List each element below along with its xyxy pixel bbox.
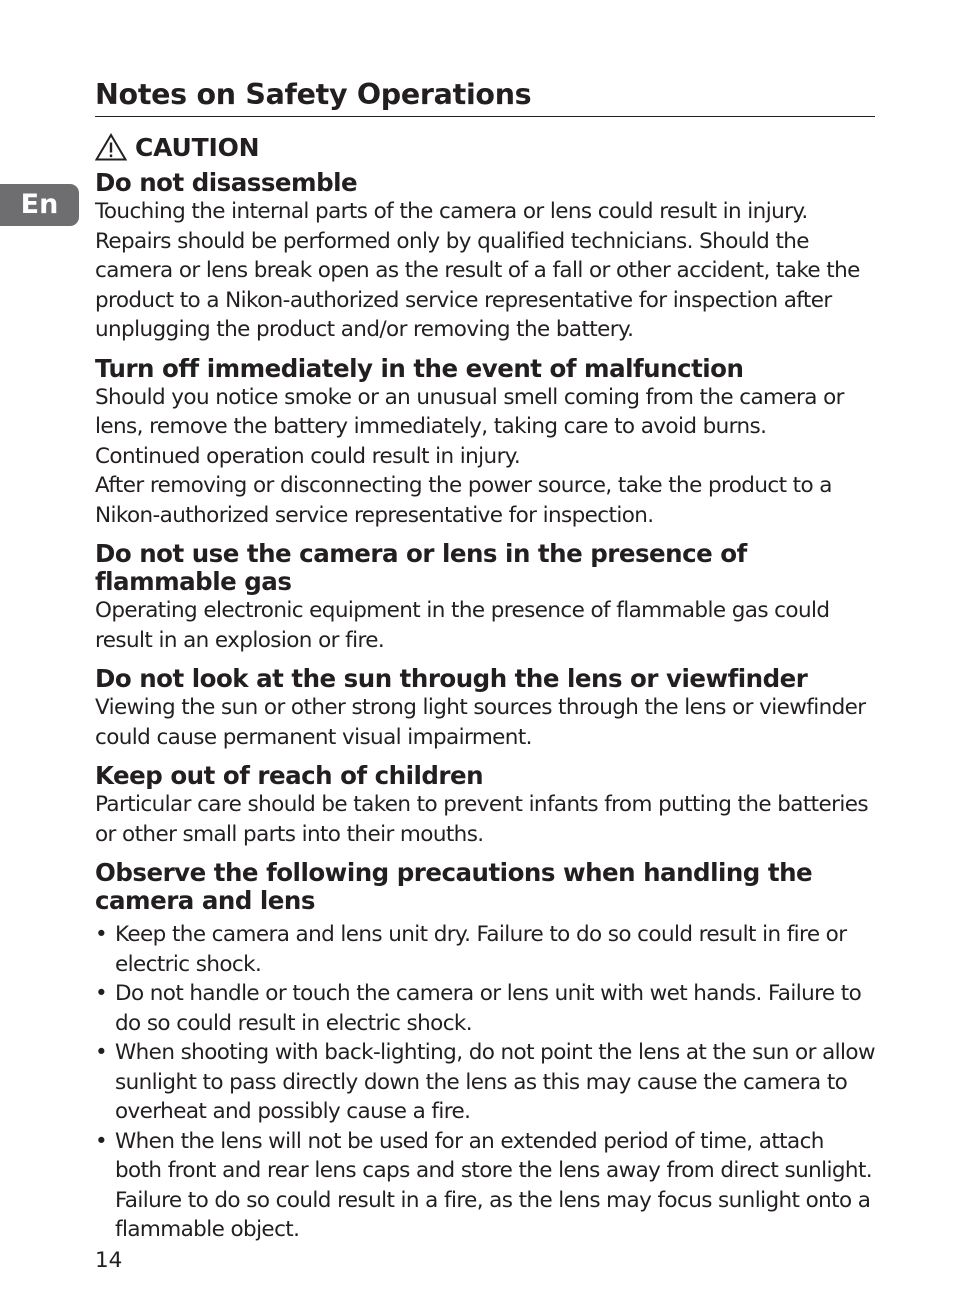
page-title: Notes on Safety Operations xyxy=(95,74,875,117)
section-paragraph: Operating electronic equipment in the presence of flammable gas could result in an explosion or fire. xyxy=(95,598,830,653)
list-item-text: When the lens will not be used for an extended period of time, attach both front and rear lens caps and store the lens away from direct sunlight. Failure to do so could result in a fire, as the lens may focus sunlight onto a flammable object. xyxy=(115,1128,873,1242)
section-heading: Turn off immediately in the event of malfunction xyxy=(95,353,744,383)
caution-heading xyxy=(95,127,875,167)
section-heading: Keep out of reach of children xyxy=(95,761,484,790)
list-item xyxy=(95,979,875,1038)
section-heading: Do not use the camera or lens in the presence of flammable gas xyxy=(95,539,747,596)
bullet-icon: • xyxy=(95,1128,108,1154)
list-item-text: Do not handle or touch the camera or lens unit with wet hands. Failure to do so could result in electric shock. xyxy=(115,981,862,1036)
section-do-not-disassemble xyxy=(95,169,875,345)
page-content xyxy=(95,74,875,1245)
page-number: 14 xyxy=(95,1248,123,1273)
list-item xyxy=(95,920,875,979)
list-item xyxy=(95,1127,875,1245)
section-paragraph: After removing or disconnecting the power source, take the product to a Nikon-authorized service representative for inspection. xyxy=(95,473,832,528)
section-turn-off-malfunction xyxy=(95,355,875,531)
section-heading: Do not disassemble xyxy=(95,168,358,197)
section-paragraph: Particular care should be taken to prevent infants from putting the batteries or other small parts into their mouths. xyxy=(95,792,868,847)
section-heading: Observe the following precautions when handling the camera and lens xyxy=(95,858,813,915)
section-paragraph: Viewing the sun or other strong light sources through the lens or viewfinder could cause permanent visual impairment. xyxy=(95,695,866,750)
section-handling-precautions xyxy=(95,859,875,1245)
list-item xyxy=(95,1038,875,1127)
section-children xyxy=(95,762,875,849)
warning-triangle-icon xyxy=(95,133,127,161)
bullet-icon: • xyxy=(95,1040,108,1065)
section-flammable-gas xyxy=(95,540,875,655)
caution-label: CAUTION xyxy=(135,132,260,162)
list-item-text: When shooting with back-lighting, do not point the lens at the sun or allow sunlight to pass directly down the lens as this may cause the camera to overheat and possibly cause a fire. xyxy=(115,1040,875,1124)
bullet-icon: • xyxy=(95,981,108,1006)
section-sun-viewfinder xyxy=(95,665,875,752)
section-heading: Do not look at the sun through the lens or viewfinder xyxy=(95,664,808,693)
section-paragraph: Touching the internal parts of the camera or lens could result in injury. Repairs should be performed only by qualified technicians. Should the camera or lens break open as the result of a fall or other accident, take the product to a Nikon-authorized service representative for inspection after unplugging the product and/or removing the battery. xyxy=(95,199,860,342)
list-item-text: Keep the camera and lens unit dry. Failure to do so could result in fire or electric shock. xyxy=(115,922,847,977)
section-paragraph: Should you notice smoke or an unusual smell coming from the camera or lens, remove the battery immediately, taking care to avoid burns. Continued operation could result in injury. xyxy=(95,384,844,469)
precaution-list xyxy=(95,920,875,1245)
bullet-icon: • xyxy=(95,922,108,947)
language-tab: En xyxy=(0,184,79,226)
